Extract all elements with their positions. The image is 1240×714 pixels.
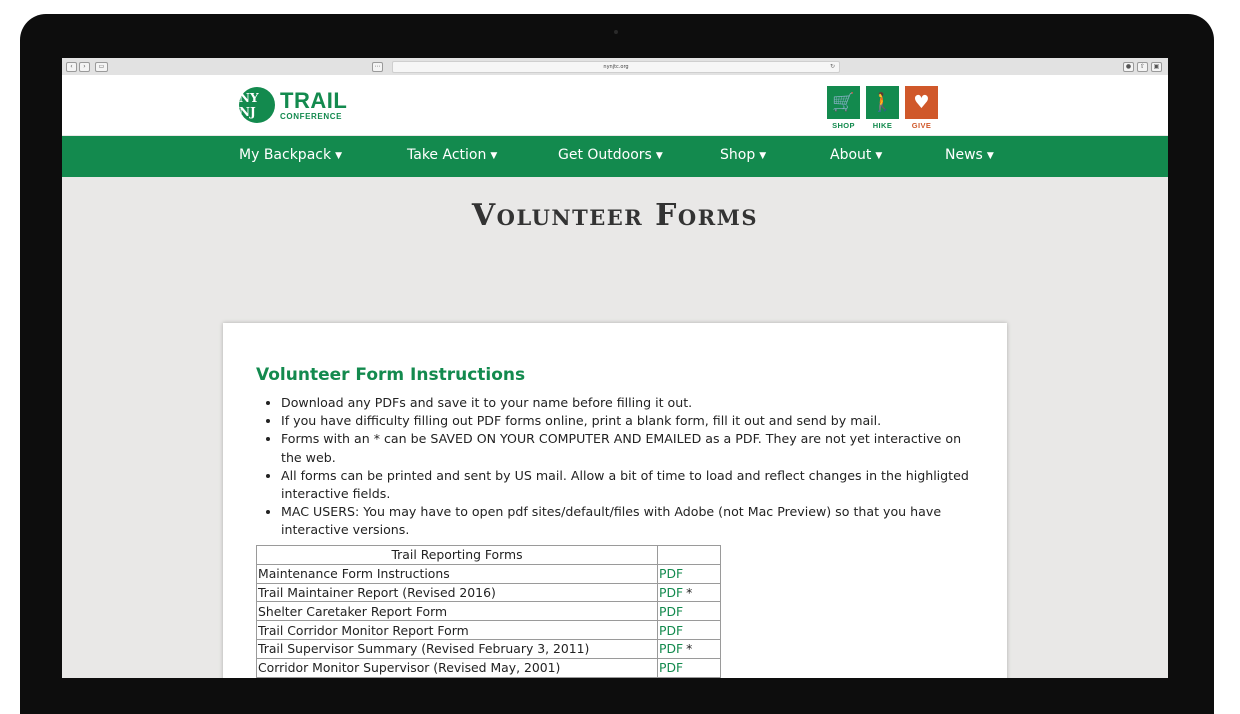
address-bar-url: nynjtc.org (603, 64, 629, 70)
nav-take-action[interactable] (407, 147, 497, 163)
table-row (257, 639, 721, 658)
caret-down-icon: ▼ (490, 151, 498, 161)
caret-down-icon: ▼ (875, 151, 883, 161)
site-logo[interactable] (239, 87, 347, 123)
instruction-item: • Download any PDFs and save it to your name before filling it out. (281, 394, 971, 412)
site-header (62, 75, 1168, 135)
pdf-link-cell (658, 658, 721, 677)
nav-news[interactable] (945, 147, 994, 163)
pdf-link[interactable]: PDF (659, 641, 684, 657)
quick-links (827, 86, 938, 130)
reload-icon[interactable]: ↻ (829, 63, 835, 70)
instructions-list (267, 394, 971, 540)
pdf-link-cell (658, 602, 721, 621)
back-arrow-icon[interactable]: ‹ (66, 62, 77, 72)
quick-link-label: SHOP (832, 121, 855, 130)
table-header: Trail Reporting Forms (257, 546, 658, 565)
tabs-icon[interactable]: ▣ (1151, 62, 1162, 72)
cart-icon: 🛒 (827, 86, 860, 119)
form-name: Trail Supervisor Summary (Revised February 3, 2011) (257, 639, 658, 658)
nav-shop[interactable] (720, 147, 766, 163)
shop-quick-link[interactable] (827, 86, 860, 130)
sidebar-toggle-icon[interactable]: ▭ (95, 62, 108, 72)
table-row (257, 564, 721, 583)
table-row (257, 602, 721, 621)
address-bar[interactable] (392, 61, 840, 73)
instruction-item: • Forms with an * can be SAVED ON YOUR COMPUTER AND EMAILED as a PDF. They are not yet interactive on the web. (281, 430, 971, 466)
table-header-row (257, 546, 721, 565)
logo-mark: NY NJ (239, 87, 275, 123)
pdf-link[interactable]: PDF (659, 622, 684, 638)
pdf-link-cell (658, 639, 721, 658)
browser-toolbar (62, 58, 1168, 76)
pdf-link-cell (658, 564, 721, 583)
form-name: Trail Corridor Monitor Report Form (257, 621, 658, 640)
instruction-item: • MAC USERS: You may have to open pdf sites/default/files with Adobe (not Mac Preview) so that you have interactive versions. (281, 503, 971, 539)
form-name: Maintenance Form Instructions (257, 564, 658, 583)
star-marker: * (686, 641, 693, 657)
table-row (257, 658, 721, 677)
forward-arrow-icon[interactable]: › (79, 62, 90, 72)
form-name: Trail Maintainer Report (Revised 2016) (257, 583, 658, 602)
table-header-empty (658, 546, 721, 565)
logo-title: TRAIL (280, 87, 348, 113)
nav-label: Take Action (407, 147, 487, 163)
nav-label: News (945, 147, 983, 163)
pdf-link-cell (658, 621, 721, 640)
table-row (257, 621, 721, 640)
content-card (223, 323, 1007, 678)
camera-dot (614, 30, 618, 34)
pdf-link[interactable]: PDF (659, 584, 684, 600)
instructions-heading: Volunteer Form Instructions (256, 365, 526, 385)
main-nav (62, 136, 1168, 177)
browser-window (62, 58, 1168, 678)
forms-table (256, 545, 721, 678)
form-name: Corridor Monitor Supervisor (Revised May, 2001) (257, 658, 658, 677)
quick-link-label: HIKE (872, 121, 893, 130)
browser-right-buttons (1123, 62, 1162, 72)
nav-label: Shop (720, 147, 756, 163)
nav-about[interactable] (830, 147, 882, 163)
page-title: Volunteer Forms (471, 198, 759, 233)
pdf-link[interactable]: PDF (659, 566, 684, 582)
instruction-item: • All forms can be printed and sent by US mail. Allow a bit of time to load and reflect changes in the highligted interactive fields. (281, 467, 971, 503)
logo-subtitle: CONFERENCE (280, 111, 343, 121)
browser-nav-buttons (66, 62, 108, 72)
download-icon[interactable]: ● (1123, 62, 1134, 72)
caret-down-icon: ▼ (655, 151, 663, 161)
share-icon[interactable]: ⇧ (1137, 62, 1148, 72)
nav-label: Get Outdoors (558, 147, 652, 163)
more-dots-icon[interactable]: ⋯ (372, 62, 383, 72)
nav-my-backpack[interactable] (239, 147, 342, 163)
instruction-item: • If you have difficulty filling out PDF forms online, print a blank form, fill it out and send by mail. (281, 412, 971, 430)
logo-text (280, 87, 348, 121)
caret-down-icon: ▼ (759, 151, 767, 161)
star-marker: * (686, 584, 693, 600)
pdf-link[interactable]: PDF (659, 603, 684, 619)
heart-hand-icon: ♥ (905, 86, 938, 119)
nav-get-outdoors[interactable] (558, 147, 663, 163)
hike-quick-link[interactable] (866, 86, 899, 130)
caret-down-icon: ▼ (986, 151, 994, 161)
form-name: Shelter Caretaker Report Form (257, 602, 658, 621)
give-quick-link[interactable] (905, 86, 938, 130)
nav-label: My Backpack (239, 147, 332, 163)
browser-extra-buttons (372, 62, 383, 72)
pdf-link[interactable]: PDF (659, 660, 684, 676)
nav-label: About (830, 147, 872, 163)
pdf-link-cell (658, 583, 721, 602)
table-row (257, 583, 721, 602)
hiker-icon: 🚶 (866, 86, 899, 119)
caret-down-icon: ▼ (335, 151, 342, 161)
quick-link-label: GIVE (911, 121, 932, 130)
